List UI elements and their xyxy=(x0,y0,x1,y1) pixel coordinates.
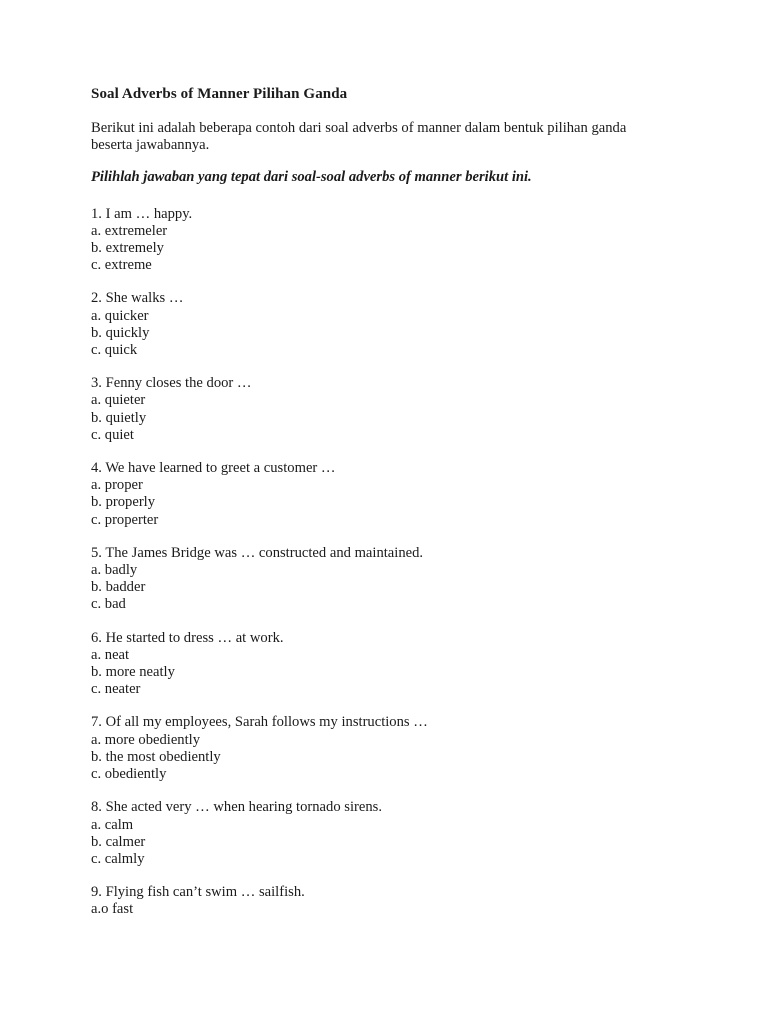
question-text: 5. The James Bridge was … constructed and maintained. xyxy=(91,544,424,561)
option-c: c. extreme xyxy=(91,257,152,274)
question-text: 7. Of all my employees, Sarah follows my instructions … xyxy=(91,714,428,731)
question-text: 1. I am … happy. xyxy=(91,205,193,222)
option-c: c. calmly xyxy=(91,850,145,867)
document-content xyxy=(91,86,691,935)
option-b: b. extremely xyxy=(91,240,164,257)
option-b: b. quietly xyxy=(91,409,147,426)
option-a: a. badly xyxy=(91,562,138,579)
option-c: c. bad xyxy=(91,596,126,613)
question-block-7 xyxy=(91,714,691,783)
option-c: c. quiet xyxy=(91,426,134,443)
option-a: a. neat xyxy=(91,646,130,663)
page-title: Soal Adverbs of Manner Pilihan Ganda xyxy=(91,86,348,102)
question-block-8 xyxy=(91,799,691,868)
question-block-9 xyxy=(91,884,691,918)
instruction-line: Pilihlah jawaban yang tepat dari soal-soal adverbs of manner berikut ini. xyxy=(91,169,532,186)
question-text: 6. He started to dress … at work. xyxy=(91,629,284,646)
question-block-6 xyxy=(91,630,691,699)
question-text: 4. We have learned to greet a customer … xyxy=(91,460,336,477)
option-b: b. more neatly xyxy=(91,664,175,681)
option-b: b. properly xyxy=(91,494,156,511)
question-block-1 xyxy=(91,206,691,275)
option-c: c. quick xyxy=(91,342,138,359)
option-b: b. badder xyxy=(91,579,146,596)
question-block-3 xyxy=(91,375,691,444)
question-text: 3. Fenny closes the door … xyxy=(91,375,252,392)
option-c: c. obediently xyxy=(91,766,167,783)
question-text: 9. Flying fish can’t swim … sailfish. xyxy=(91,884,305,901)
question-block-5 xyxy=(91,545,691,614)
option-b: b. calmer xyxy=(91,833,146,850)
question-text: 8. She acted very … when hearing tornado sirens. xyxy=(91,799,382,816)
option-a: a. quieter xyxy=(91,392,146,409)
option-a: a. calm xyxy=(91,816,134,833)
question-block-2 xyxy=(91,290,691,359)
option-a: a. proper xyxy=(91,477,143,494)
option-b: b. the most obediently xyxy=(91,748,221,765)
option-a: a. quicker xyxy=(91,307,149,324)
option-b: b. quickly xyxy=(91,324,150,341)
intro-paragraph: Berikut ini adalah beberapa contoh dari soal adverbs of manner dalam bentuk pilihan ganda beserta jawabannya. xyxy=(91,120,627,154)
option-a: a. more obediently xyxy=(91,731,201,748)
option-a: a. extremeler xyxy=(91,222,168,239)
question-text: 2. She walks … xyxy=(91,290,184,307)
option-c: c. neater xyxy=(91,681,141,698)
option-c: c. properter xyxy=(91,511,159,528)
question-block-4 xyxy=(91,460,691,529)
option-a: a.o fast xyxy=(91,901,134,918)
